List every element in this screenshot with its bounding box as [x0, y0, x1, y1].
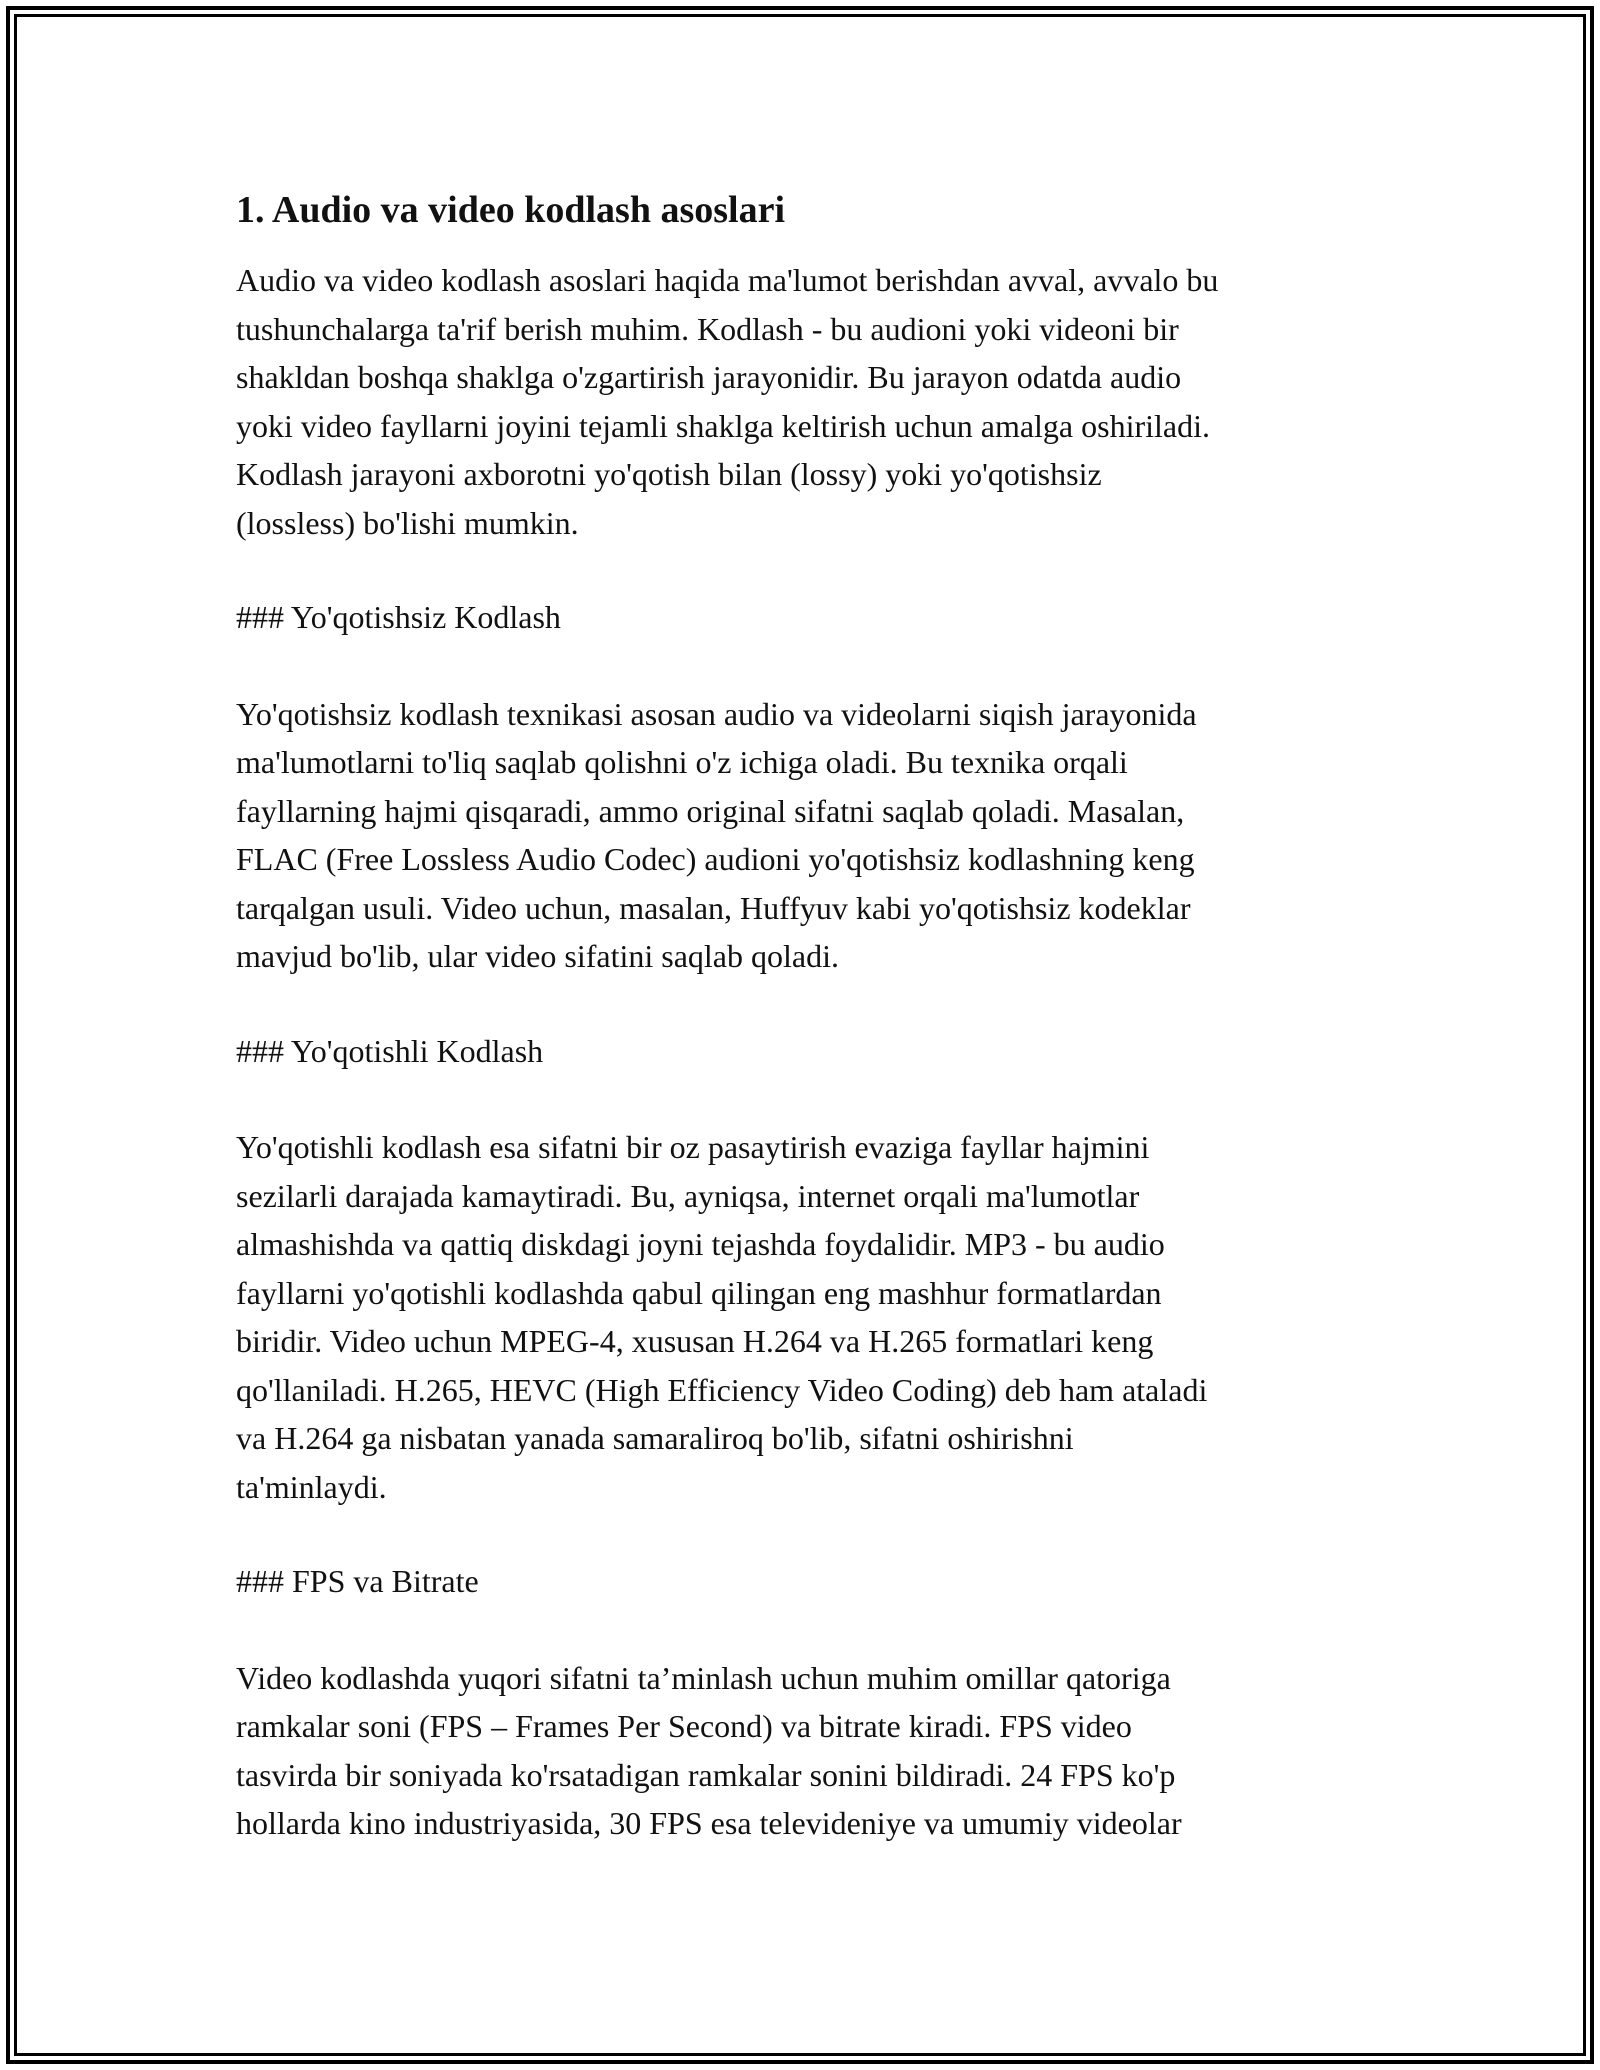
subheading-lossy: ### Yo'qotishli Kodlash: [236, 1032, 544, 1069]
document-title: 1. Audio va video kodlash asoslari: [236, 189, 786, 231]
text-line: yoki video fayllarni joyini tejamli shaklga keltirish uchun amalga oshiriladi.: [236, 407, 1210, 444]
text-line: fayllarning hajmi qisqaradi, ammo original sifatni saqlab qoladi. Masalan,: [236, 792, 1185, 829]
text-line: tarqalgan usuli. Video uchun, masalan, Huffyuv kabi yo'qotishsiz kodeklar: [236, 889, 1191, 926]
text-line: ramkalar soni (FPS – Frames Per Second) va bitrate kiradi. FPS video: [236, 1708, 1132, 1744]
paragraph-fps-bitrate: [236, 1654, 1376, 1848]
document-body: [236, 186, 1376, 1848]
text-line: almashishda va qattiq diskdagi joyni tejashda foydalidir. MP3 - bu audio: [236, 1226, 1165, 1262]
text-line: sezilarli darajada kamaytiradi. Bu, ayniqsa, internet orqali ma'lumotlar: [236, 1177, 1140, 1214]
text-line: FLAC (Free Lossless Audio Codec) audioni yo'qotishsiz kodlashning keng: [236, 841, 1195, 877]
text-line: ma'lumotlarni to'liq saqlab qolishni o'z ichiga oladi. Bu texnika orqali: [236, 744, 1128, 780]
subheading-lossless: ### Yo'qotishsiz Kodlash: [236, 599, 561, 635]
text-line: ta'minlaydi.: [236, 1468, 387, 1505]
text-line: tasvirda bir soniyada ko'rsatadigan ramkalar sonini bildiradi. 24 FPS ko'p: [236, 1756, 1176, 1793]
text-line: fayllarni yo'qotishli kodlashda qabul qilingan eng mashhur formatlardan: [236, 1274, 1162, 1311]
text-line: Yo'qotishsiz kodlash texnikasi asosan audio va videolarni siqish jarayonida: [236, 695, 1197, 732]
text-line: Yo'qotishli kodlash esa sifatni bir oz pasaytirish evaziga fayllar hajmini: [236, 1129, 1150, 1165]
paragraph-lossless: [236, 690, 1376, 981]
paragraph-lossy: [236, 1123, 1376, 1511]
text-line: Kodlash jarayoni axborotni yo'qotish bilan (lossy) yoki yo'qotishsiz: [236, 456, 1102, 492]
text-line: qo'llaniladi. H.265, HEVC (High Efficiency Video Coding) deb ham ataladi: [236, 1371, 1208, 1408]
text-line: Video kodlashda yuqori sifatni ta’minlash uchun muhim omillar qatoriga: [236, 1659, 1171, 1696]
text-line: biridir. Video uchun MPEG-4, xususan H.264 va H.265 formatlari keng: [236, 1323, 1154, 1359]
text-line: mavjud bo'lib, ular video sifatini saqlab qoladi.: [236, 938, 839, 974]
text-line: hollarda kino industriyasida, 30 FPS esa televideniye va umumiy videolar: [236, 1805, 1182, 1841]
text-line: (lossless) bo'lishi mumkin.: [236, 504, 579, 541]
text-line: shakldan boshqa shaklga o'zgartirish jarayonidir. Bu jarayon odatda audio: [236, 359, 1182, 395]
text-line: va H.264 ga nisbatan yanada samaraliroq bo'lib, sifatni oshirishni: [236, 1420, 1074, 1456]
paragraph-intro: [236, 256, 1376, 547]
text-line: Audio va video kodlash asoslari haqida ma'lumot berishdan avval, avvalo bu: [236, 262, 1219, 298]
subheading-fps-bitrate: ### FPS va Bitrate: [236, 1563, 479, 1599]
text-line: tushunchalarga ta'rif berish muhim. Kodlash - bu audioni yoki videoni bir: [236, 310, 1179, 347]
